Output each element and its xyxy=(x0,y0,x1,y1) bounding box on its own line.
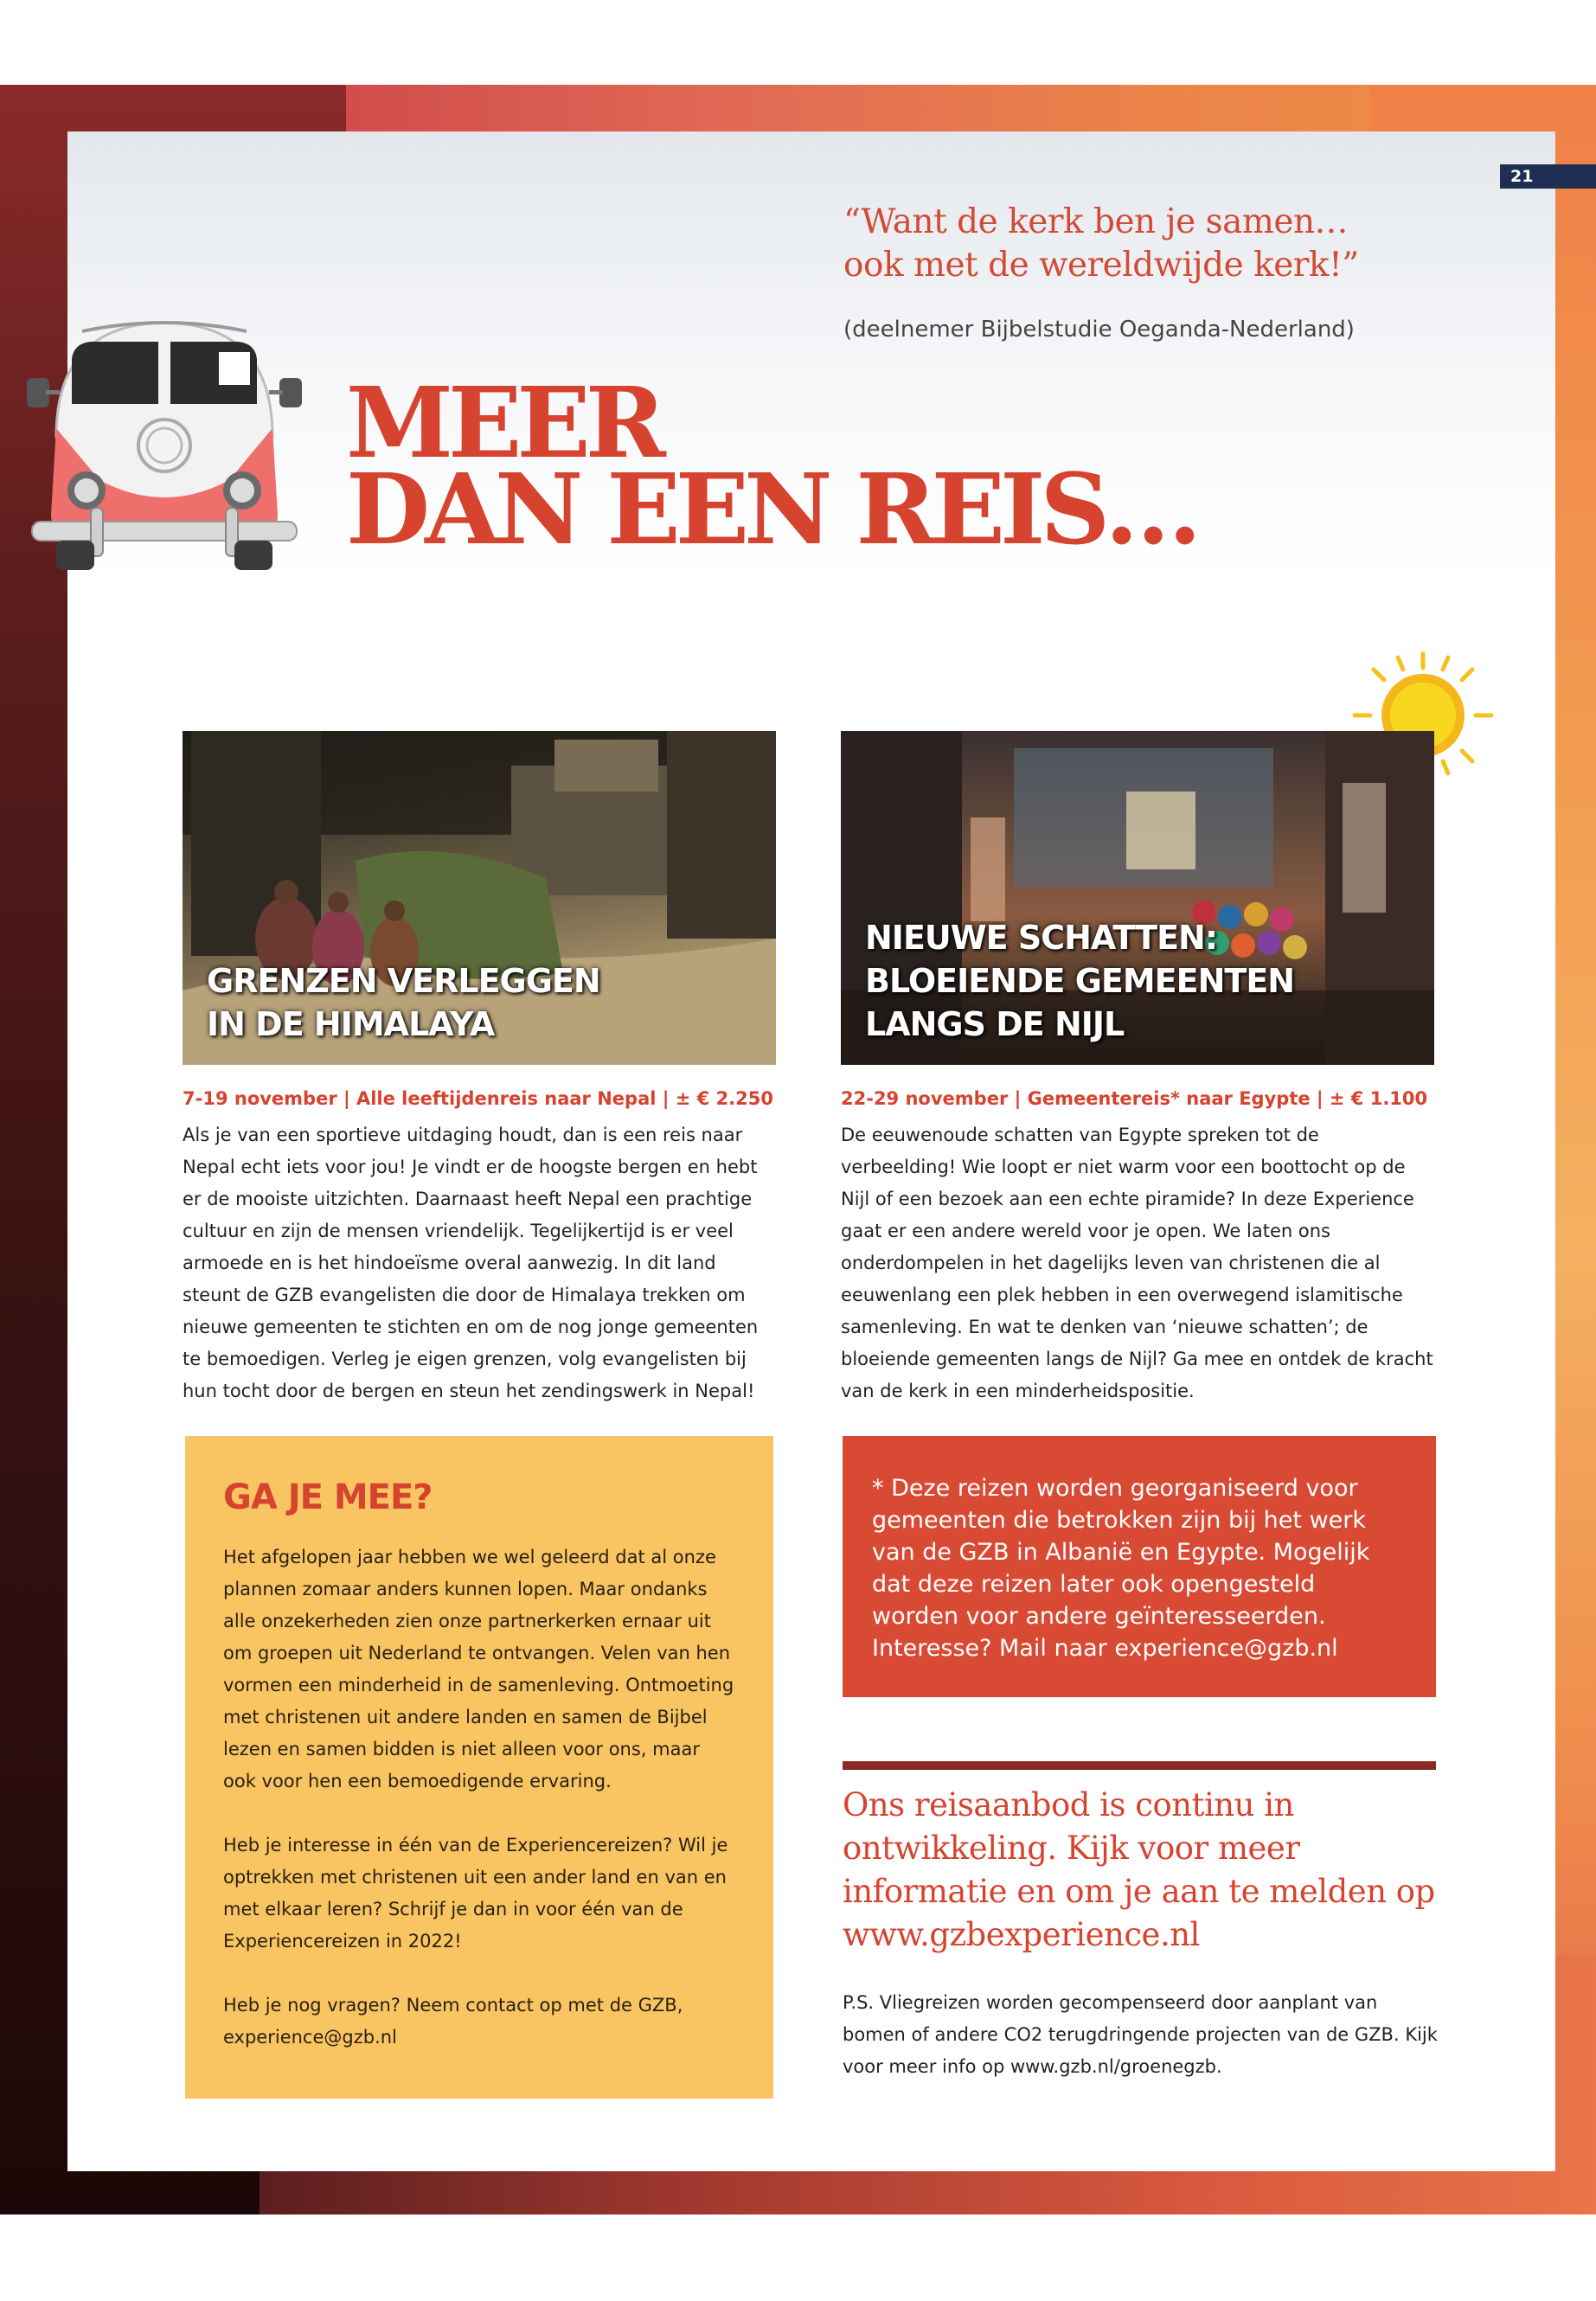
join-paragraph-3: Heb je nog vragen? Neem contact op met de GZB, experience@gzb.nl xyxy=(223,1995,683,2048)
trip-description-egypt: De eeuwenoude schatten van Egypte spreken tot de verbeelding! Wie loopt er niet warm voor een boottocht op de Nijl of een bezoek aan een echte piramide? In deze Experience gaat er een andere wereld voor je open. We laten ons onderdompelen in het dagelijks leven van christenen die al eeuwenlang een plek hebben in een overwegend islamitische samenleving. En wat te denken van ‘nieuwe schatten’; de bloeiende gemeenten langs de Nijl? Ga mee en ontdek de kracht van de kerk in een minderheidspositie. xyxy=(841,1125,1433,1401)
ps-note: P.S. Vliegreizen worden gecompenseerd door aanplant van bomen of andere CO2 terugdringende projecten van de GZB. Kijk voor meer info op www.gzb.nl/groenegzb. xyxy=(843,1992,1438,2077)
join-paragraph-1: Het afgelopen jaar hebben we wel geleerd dat al onze plannen zomaar anders kunnen lopen. Maar ondanks alle onzekerheden zien onze partnerkerken ernaar uit om groepen uit Nederland te ontvangen. Velen van hen vormen een minderheid in de samenleving. Ontmoeting met christenen uit andere landen en samen de Bijbel lezen en samen bidden is niet alleen voor ons, maar ook voor hen een bemoedigende ervaring. xyxy=(223,1547,734,1791)
quote-line-2: ook met de wereldwijde kerk!” xyxy=(843,246,1359,285)
trip-meta-egypt: 22-29 november | Gemeentereis* naar Egypte | ± € 1.100 xyxy=(841,1088,1428,1109)
quote-line-1: “Want de kerk ben je samen… xyxy=(843,202,1349,241)
caption-nepal-line-1: GRENZEN VERLEGGEN xyxy=(207,962,600,1000)
photo-nepal-village xyxy=(183,731,776,1065)
vw-bus-icon xyxy=(22,307,307,575)
caption-egypt-line-2: BLOEIENDE GEMEENTEN xyxy=(865,962,1295,1000)
caption-egypt-line-3: LANGS DE NIJL xyxy=(865,1005,1125,1043)
join-paragraph-2: Heb je interesse in één van de Experiencereizen? Wil je optrekken met christenen uit een ander land en van en met elkaar leren? Schrijf je dan in voor één van de Experiencereizen in 2022! xyxy=(223,1835,728,1952)
caption-egypt-line-1: NIEUWE SCHATTEN: xyxy=(865,919,1218,957)
page-number: 21 xyxy=(1500,164,1596,189)
photo-caption-egypt xyxy=(865,916,1294,1046)
title-line-2: DAN EEN REIS… xyxy=(346,453,1197,567)
pull-quote xyxy=(843,201,1449,287)
trip-description-nepal: Als je van een sportieve uitdaging houdt, dan is een reis naar Nepal echt iets voor jou! Je vindt er de hoogste bergen en hebt er de mooiste uitzichten. Daarnaast heeft Nepal een prachtige cultuur en zijn de mensen vriendelijk. Tegelijkertijd is er veel armoede en is het hindoeïsme overal aanwezig. In dit land steunt de GZB evangelisten die door de Himalaya trekken om nieuwe gemeenten te stichten en om de nog jonge gemeenten te bemoedigen. Verleg je eigen grenzen, volg evangelisten bij hun tocht door de bergen en steun het zendingswerk in Nepal! xyxy=(183,1125,759,1401)
section-divider xyxy=(843,1761,1436,1770)
offer-callout: Ons reisaanbod is continu in ontwikkeling. Kijk voor meer informatie en om je aan te melden op www.gzbexperience.nl xyxy=(843,1786,1435,1953)
quote-attribution: (deelnemer Bijbelstudie Oeganda-Nederland) xyxy=(843,317,1355,343)
title-line-1: MEER xyxy=(346,367,661,480)
join-info-box xyxy=(185,1436,773,2099)
photo-egypt-bazaar xyxy=(841,731,1434,1065)
main-title xyxy=(346,367,1197,567)
join-heading: GA JE MEE? xyxy=(223,1477,433,1517)
caption-nepal-line-2: IN DE HIMALAYA xyxy=(207,1005,495,1043)
organisation-note-box: * Deze reizen worden georganiseerd voor gemeenten die betrokken zijn bij het werk van de GZB in Albanië en Egypte. Mogelijk dat deze reizen later ook opengesteld worden voor andere geïnteresseerden. Interesse? Mail naar experience@gzb.nl xyxy=(843,1436,1436,1697)
trip-meta-nepal: 7-19 november | Alle leeftijdenreis naar Nepal | ± € 2.250 xyxy=(183,1088,773,1109)
photo-caption-nepal xyxy=(207,959,600,1046)
